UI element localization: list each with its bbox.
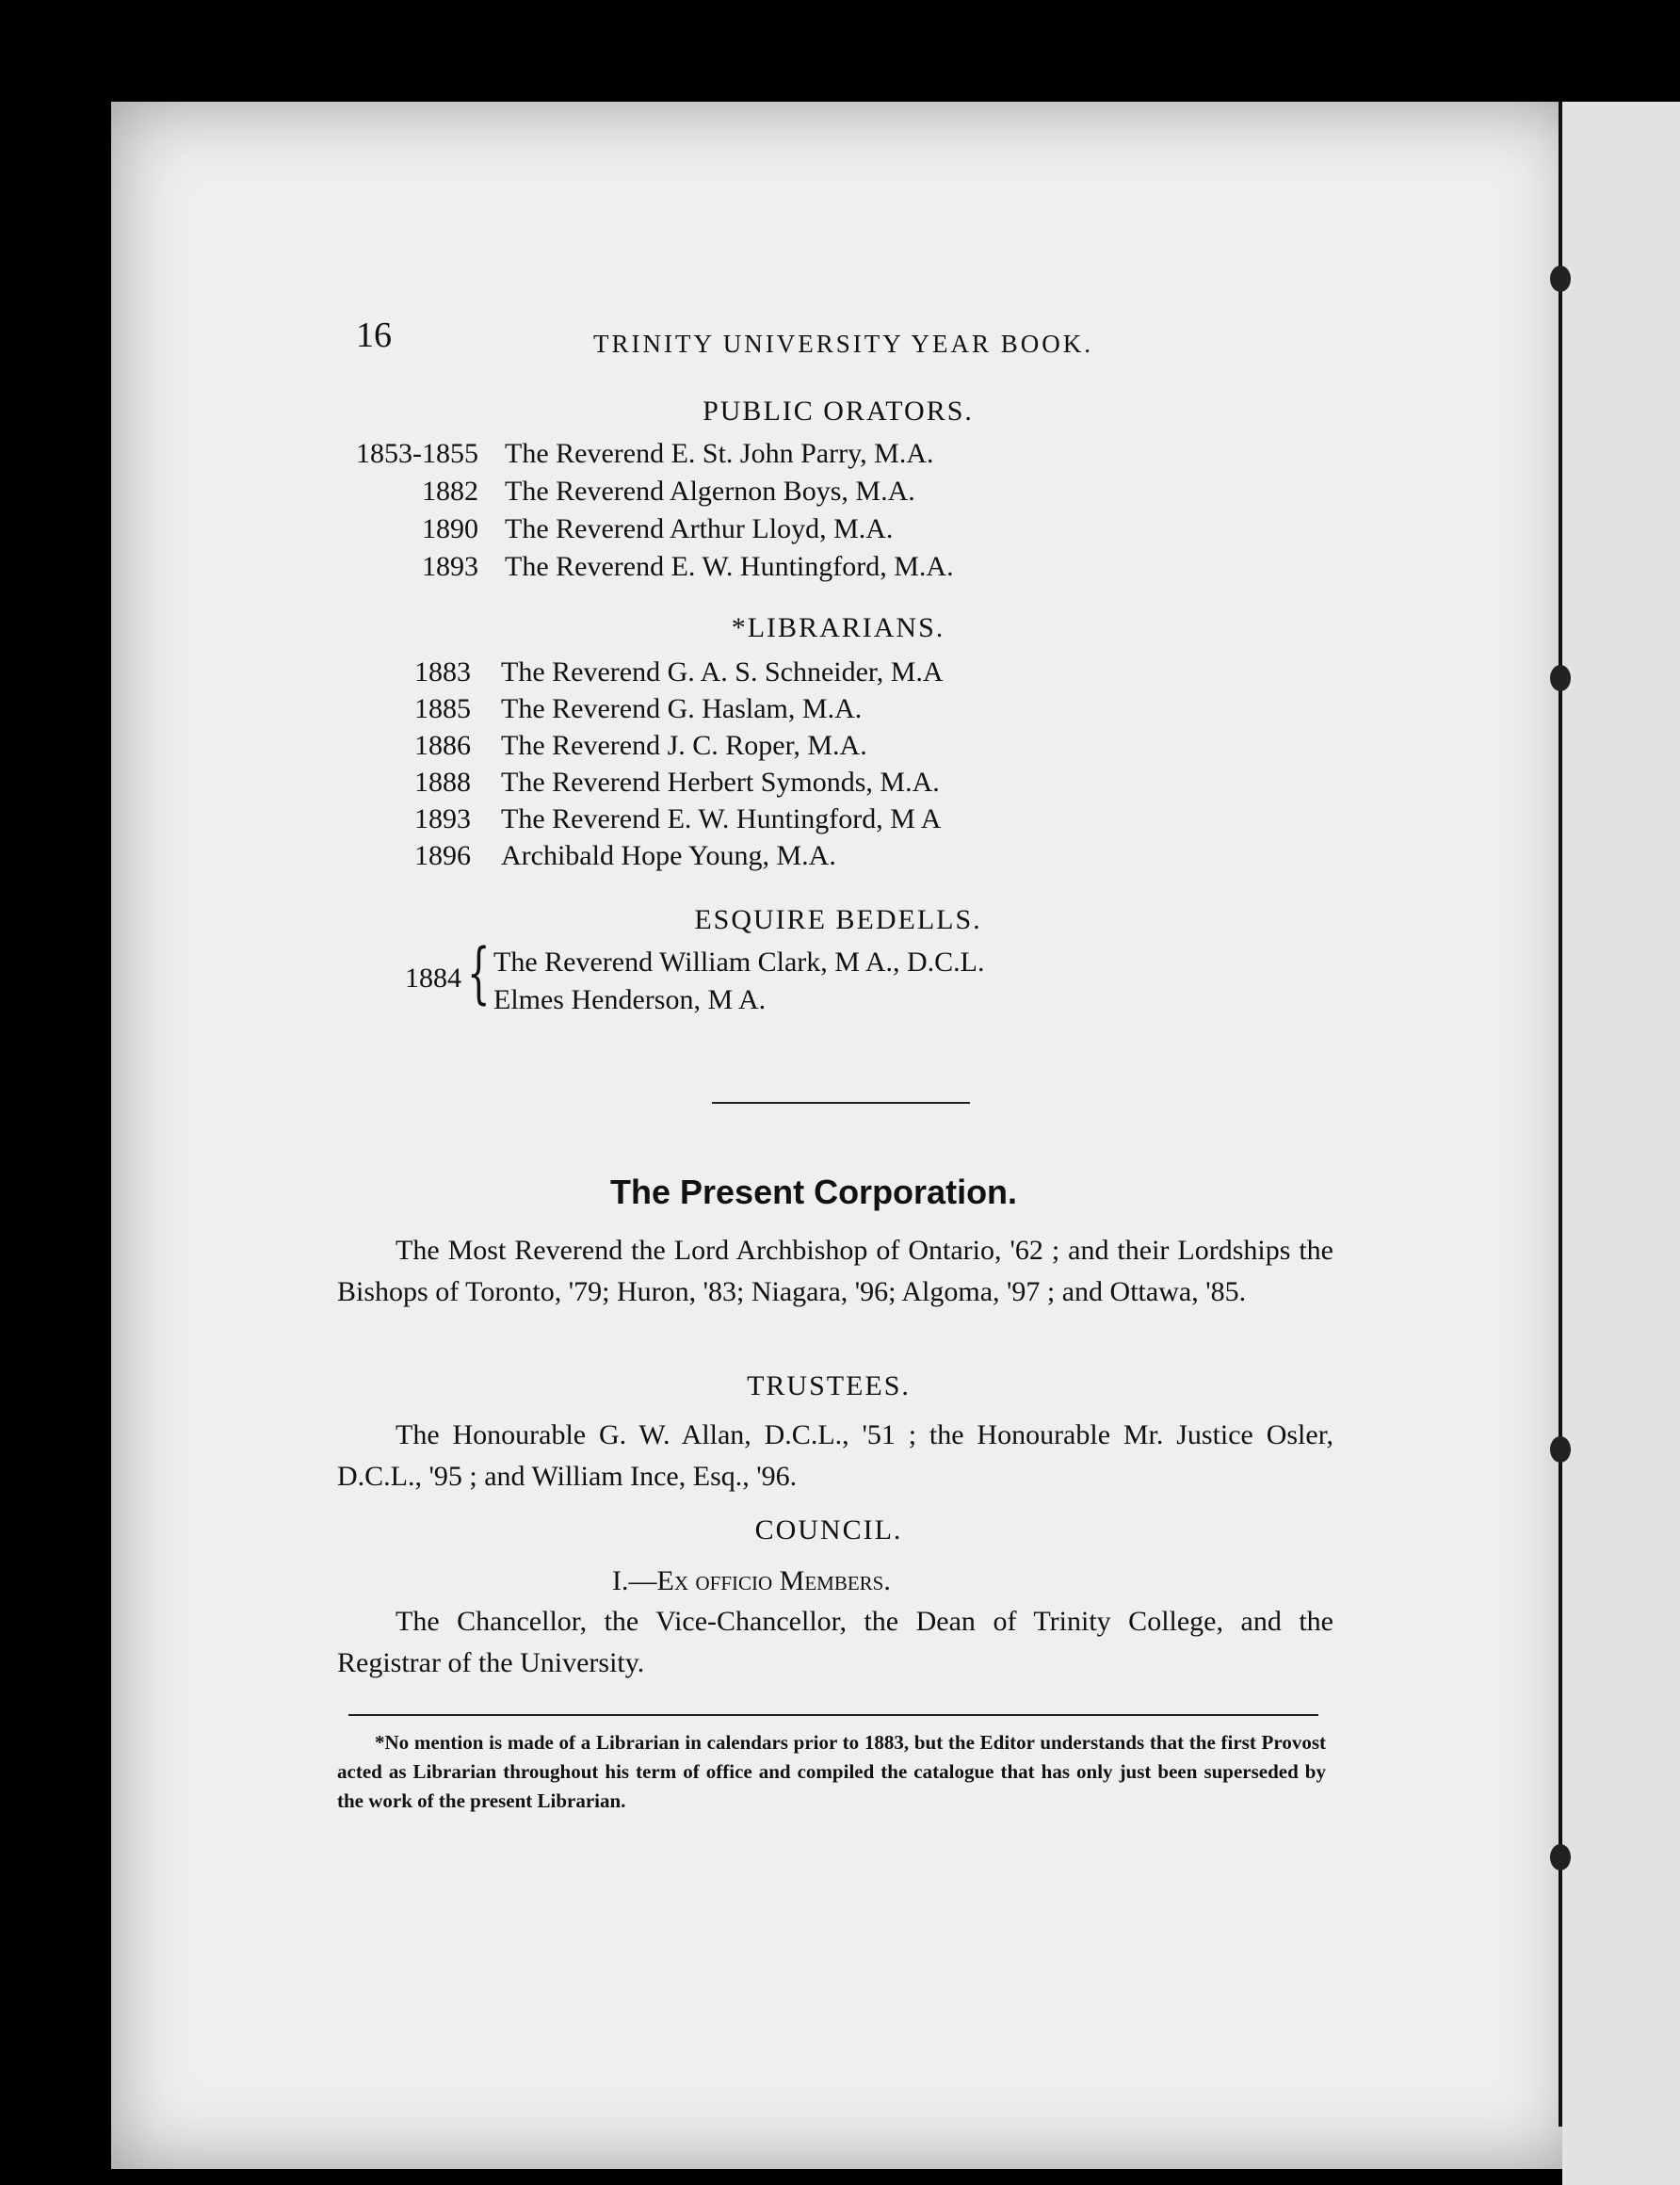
brace-glyph: { (467, 934, 491, 1012)
trustees-text: The Honourable G. W. Allan, D.C.L., '51 ; the Honourable Mr. Justice Osler, D.C.L., '95 ; and William Ince, Esq., '96. (337, 1419, 1333, 1492)
section-heading-librarians: *LIBRARIANS. (731, 612, 945, 643)
entry-name: The Reverend Algernon Boys, M.A. (505, 476, 915, 507)
entry-year: 1893 (414, 803, 471, 834)
council-subheading: I.—Ex officio Members. (612, 1565, 891, 1596)
entry-name: The Reverend Arthur Lloyd, M.A. (505, 513, 894, 544)
bedell-name: Elmes Henderson, M A. (493, 984, 767, 1015)
entry-name: The Reverend G. A. S. Schneider, M.A (501, 656, 944, 688)
entry-name: The Reverend E. W. Huntingford, M.A. (505, 551, 954, 582)
page-number: 16 (356, 316, 392, 355)
page-binding-edge (1559, 102, 1562, 2127)
entry-year: 1888 (414, 767, 471, 798)
entry-year: 1883 (414, 656, 471, 688)
running-title: TRINITY UNIVERSITY YEAR BOOK. (593, 330, 1093, 358)
present-corporation-text: The Most Reverend the Lord Archbishop of Ontario, '62 ; and their Lordships the Bishops of Toronto, '79; Huron, '83; Niagara, '96; Algoma, '97 ; and Ottawa, '85. (337, 1235, 1333, 1307)
adjacent-page-edge (1562, 102, 1680, 2185)
entry-year: 1893 (422, 551, 478, 582)
section-divider (712, 1102, 970, 1104)
binding-mark (1550, 1844, 1571, 1870)
bedell-name: The Reverend William Clark, M A., D.C.L. (493, 947, 985, 978)
entry-year: 1890 (422, 513, 478, 544)
entry-name: The Reverend G. Haslam, M.A. (501, 693, 863, 724)
binding-mark (1550, 266, 1571, 292)
entry-year: 1885 (414, 693, 471, 724)
binding-mark (1550, 665, 1571, 691)
entry-name: Archibald Hope Young, M.A. (501, 840, 836, 871)
section-heading-public-orators: PUBLIC ORATORS. (703, 396, 974, 427)
binding-mark (1550, 1436, 1571, 1463)
entry-name: The Reverend E. St. John Parry, M.A. (505, 438, 934, 469)
entry-name: The Reverend Herbert Symonds, M.A. (501, 767, 940, 798)
footnote-divider (348, 1714, 1318, 1716)
section-heading-council: COUNCIL. (754, 1514, 903, 1546)
council-text: The Chancellor, the Vice-Chancellor, the Dean of Trinity College, and the Registrar of the University. (337, 1606, 1333, 1678)
entry-name: The Reverend J. C. Roper, M.A. (501, 730, 867, 761)
section-heading-esquire-bedells: ESQUIRE BEDELLS. (694, 904, 982, 935)
entry-year: 1882 (422, 476, 478, 507)
entry-year: 1853-1855 (356, 438, 478, 469)
entry-year: 1886 (414, 730, 471, 761)
section-heading-trustees: TRUSTEES. (747, 1370, 911, 1401)
footnote-text: *No mention is made of a Librarian in calendars prior to 1883, but the Editor understands that the first Provost acted as Librarian throughout his term of office and compiled the catalogue that has only just been superseded by the work of the present Librarian. (337, 1731, 1326, 1812)
entry-name: The Reverend E. W. Huntingford, M A (501, 803, 942, 834)
entry-year: 1896 (414, 840, 471, 871)
present-corporation-heading: The Present Corporation. (610, 1173, 1018, 1211)
entry-year: 1884 (405, 963, 461, 994)
